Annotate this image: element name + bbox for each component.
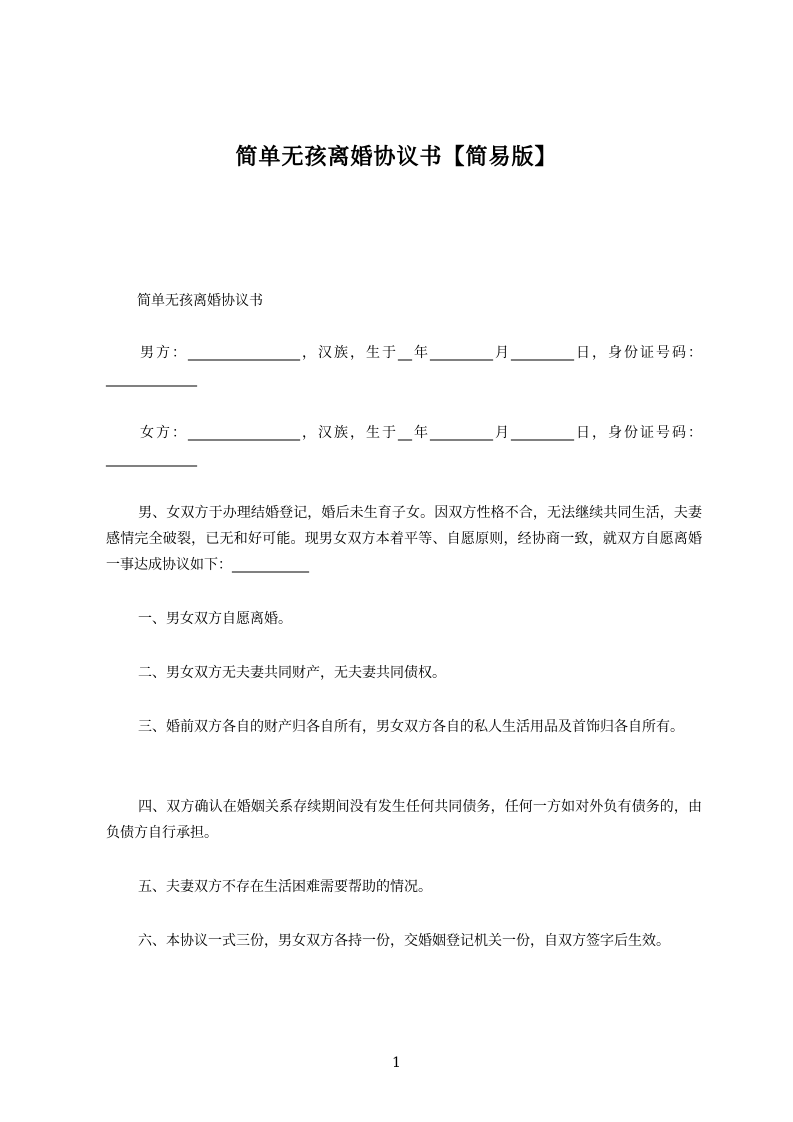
paragraph-text: 男、女双方于办理结婚登记，婚后未生育子女。因双方性格不合，无法继续共同生活，夫妻感情完全破裂，已无和好可能。现男女双方本着平等、自愿原则，经协商一致，就双方自愿离婚一事达成协议如下：___________: [106, 505, 702, 573]
paragraph-text: 一、男女双方自愿离婚。: [138, 611, 292, 627]
page-number: 1: [392, 1055, 401, 1071]
paragraph-text: 女方：________________，汉族，生于__年_________月_________日，身份证号码：_____________: [106, 425, 702, 467]
document-title: 简单无孩离婚协议书【简易版】: [235, 145, 558, 170]
clause-5: [106, 874, 702, 900]
paragraph-text: 二、男女双方无夫妻共同财产，无夫妻共同债权。: [138, 665, 446, 681]
paragraph-background: [106, 500, 702, 578]
document-subtitle: 简单无孩离婚协议书: [137, 293, 263, 309]
paragraph-male-party: [106, 340, 702, 392]
paragraph-text: 六、本协议一式三份，男女双方各持一份，交婚姻登记机关一份，自双方签字后生效。: [138, 933, 670, 949]
paragraph-female-party: [106, 420, 702, 472]
paragraph-text: 三、婚前双方各自的财产归各自所有，男女双方各自的私人生活用品及首饰归各自所有。: [138, 719, 684, 735]
clause-4: [106, 794, 702, 846]
clause-2: [106, 660, 702, 686]
paragraph-text: 五、夫妻双方不存在生活困难需要帮助的情况。: [138, 879, 432, 895]
clause-3: [106, 714, 702, 740]
clause-6: [106, 928, 702, 954]
clause-1: [106, 606, 702, 632]
paragraph-text: 四、双方确认在婚姻关系存续期间没有发生任何共同债务，任何一方如对外负有债务的，由负债方自行承担。: [106, 799, 702, 841]
paragraph-text: 男方：________________，汉族，生于__年_________月_________日，身份证号码：_____________: [106, 345, 702, 387]
